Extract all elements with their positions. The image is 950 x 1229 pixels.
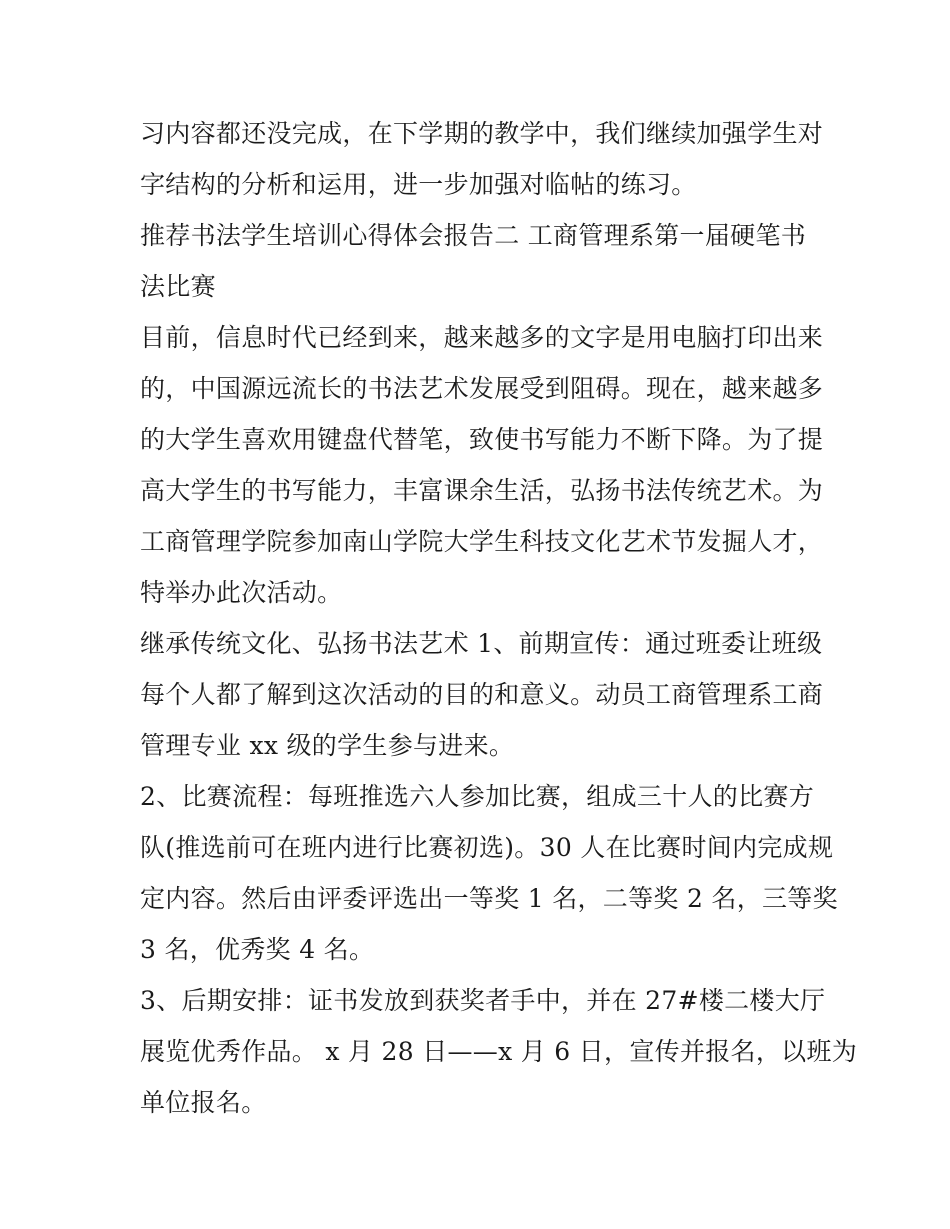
paragraph-competition-process xyxy=(140,771,838,975)
paragraph-background xyxy=(140,312,830,618)
paragraph-continuation xyxy=(140,108,830,210)
heading-line: 法比赛 xyxy=(140,272,216,301)
text-line: 高大学生的书写能力，丰富课余生活，弘扬书法传统艺术。为 xyxy=(140,476,824,505)
text-line: 习内容都还没完成，在下学期的教学中，我们继续加强学生对 xyxy=(140,119,824,148)
text-line: 目前，信息时代已经到来，越来越多的文字是用电脑打印出来 xyxy=(140,323,824,352)
document-body xyxy=(140,108,858,1128)
text-line: 每个人都了解到这次活动的目的和意义。动员工商管理系工商 xyxy=(140,680,824,709)
text-line: 字结构的分析和运用，进一步加强对临帖的练习。 xyxy=(140,170,697,199)
paragraph-arrangement xyxy=(140,975,858,1128)
text-line: 队(推选前可在班内进行比赛初选)。30 人在比赛时间内完成规 xyxy=(140,833,834,862)
text-line: 展览优秀作品。 x 月 28 日——x 月 6 日，宣传并报名，以班为 xyxy=(140,1037,858,1066)
paragraph-publicity xyxy=(140,618,830,771)
text-line: 工商管理学院参加南山学院大学生科技文化艺术节发掘人才， xyxy=(140,527,824,556)
text-line: 特举办此次活动。 xyxy=(140,578,343,607)
text-line: 的，中国源远流长的书法艺术发展受到阻碍。现在，越来越多 xyxy=(140,374,824,403)
section-heading xyxy=(140,210,830,312)
text-line: 的大学生喜欢用键盘代替笔，致使书写能力不断下降。为了提 xyxy=(140,425,824,454)
heading-line: 推荐书法学生培训心得体会报告二 工商管理系第一届硬笔书 xyxy=(140,221,807,250)
text-line: 管理专业 xx 级的学生参与进来。 xyxy=(140,731,515,760)
text-line: 2、比赛流程：每班推选六人参加比赛，组成三十人的比赛方 xyxy=(140,782,815,811)
text-line: 单位报名。 xyxy=(140,1088,267,1117)
text-line: 3、后期安排：证书发放到获奖者手中，并在 27#楼二楼大厅 xyxy=(140,986,826,1015)
text-line: 定内容。然后由评委评选出一等奖 1 名，二等奖 2 名，三等奖 xyxy=(140,884,838,913)
text-line: 继承传统文化、弘扬书法艺术 1、前期宣传：通过班委让班级 xyxy=(140,629,823,658)
text-line: 3 名，优秀奖 4 名。 xyxy=(140,935,375,964)
